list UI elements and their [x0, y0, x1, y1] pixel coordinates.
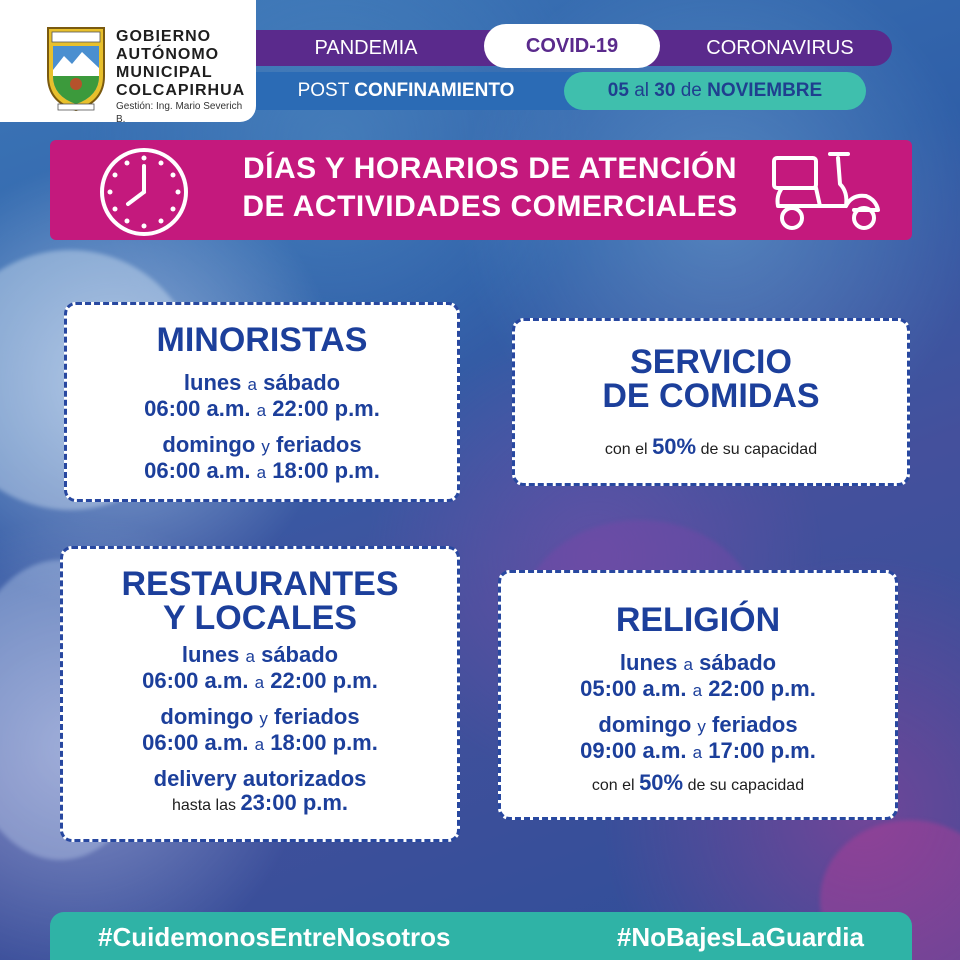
date-connector: al: [634, 80, 649, 101]
card-title-line1: SERVICIO: [630, 343, 792, 381]
connector: a: [247, 375, 257, 394]
card-title-line2: DE COMIDAS: [602, 377, 820, 415]
banner-title-line2: DE ACTIVIDADES COMERCIALES: [242, 190, 738, 223]
municipal-seal-icon: [44, 24, 108, 112]
time-close: 18:00 p.m.: [270, 730, 378, 755]
logo-line-gobierno: GOBIERNO: [116, 28, 212, 45]
schedule-days-weekend: [501, 713, 895, 739]
connector: a: [256, 401, 267, 420]
time-open: 06:00 a.m.: [142, 668, 249, 693]
banner-title-line1: DÍAS Y HORARIOS DE ATENCIÓN: [242, 152, 738, 185]
post-label: POST: [297, 80, 349, 101]
logo-line-municipal: MUNICIPAL: [116, 64, 213, 81]
time-close: 22:00 p.m.: [708, 676, 816, 701]
time-open: 05:00 a.m.: [580, 676, 687, 701]
day-end: sábado: [699, 650, 777, 675]
delivery-until: [63, 791, 457, 818]
date-month: NOVIEMBRE: [707, 80, 823, 101]
schedule-hours-weekdays: [67, 397, 457, 423]
connector: a: [683, 655, 693, 674]
connector: a: [256, 463, 267, 482]
schedule-days-weekdays: [63, 643, 457, 669]
card-minoristas: [64, 302, 460, 502]
capacity-pre: con el: [604, 441, 648, 458]
hashtag-footer: [50, 912, 912, 960]
topic-pandemia: PANDEMIA: [314, 37, 418, 59]
hashtag-nobajeslaguardia: #NoBajesLaGuardia: [616, 922, 864, 952]
logo-line-autonomo: AUTÓNOMO: [116, 46, 220, 63]
capacity-post: de su capacidad: [700, 441, 818, 458]
day-end: sábado: [261, 642, 339, 667]
post-confinamiento-label: [256, 72, 556, 110]
capacity-note: [501, 771, 895, 798]
time-close: 17:00 p.m.: [708, 738, 816, 763]
date-end: 30: [654, 80, 676, 101]
municipal-logo-card: [0, 0, 256, 125]
card-servicio-comidas: [512, 318, 910, 486]
connector: a: [692, 681, 703, 700]
capacity-percent: 50%: [652, 434, 697, 459]
topic-coronavirus: CORONAVIRUS: [706, 37, 854, 59]
delivery-authorized: delivery autorizados: [153, 766, 367, 791]
until-pre: hasta las: [171, 797, 236, 814]
day-end: sábado: [263, 370, 341, 395]
capacity-percent: 50%: [639, 770, 684, 795]
time-close: 22:00 p.m.: [270, 668, 378, 693]
day-start: lunes: [181, 642, 240, 667]
card-title-line1: RESTAURANTES: [121, 565, 399, 603]
card-title: RELIGIÓN: [615, 601, 781, 639]
connector: y: [261, 437, 270, 456]
date-of: de: [680, 80, 702, 101]
time-close: 22:00 p.m.: [272, 396, 380, 421]
delivery-scooter-icon: [768, 144, 886, 236]
logo-line-colcapirhua: COLCAPIRHUA: [116, 82, 246, 99]
capacity-pre: con el: [591, 777, 635, 794]
card-title: MINORISTAS: [156, 321, 368, 359]
day-start: domingo: [160, 704, 254, 729]
time-close: 18:00 p.m.: [272, 458, 380, 483]
time-open: 06:00 a.m.: [144, 396, 251, 421]
hashtag-cuidemonos: #CuidemonosEntreNosotros: [98, 922, 451, 952]
day-start: lunes: [183, 370, 242, 395]
day-end: feriados: [274, 704, 360, 729]
schedule-days-weekdays: [67, 371, 457, 397]
day-start: domingo: [162, 432, 256, 457]
day-end: feriados: [712, 712, 798, 737]
date-start: 05: [607, 80, 629, 101]
time-open: 06:00 a.m.: [144, 458, 251, 483]
connector: y: [697, 717, 706, 736]
schedule-hours-weekdays: [63, 669, 457, 695]
schedule-hours-weekdays: [501, 677, 895, 703]
day-start: domingo: [598, 712, 692, 737]
connector: a: [254, 673, 265, 692]
schedule-hours-weekend: [67, 459, 457, 485]
schedule-days-weekend: [67, 433, 457, 459]
time-open: 06:00 a.m.: [142, 730, 249, 755]
connector: y: [259, 709, 268, 728]
connector: a: [245, 647, 255, 666]
schedule-hours-weekend: [63, 731, 457, 757]
clock-icon: [96, 144, 192, 240]
title-banner: [50, 140, 912, 240]
schedule-hours-weekend: [501, 739, 895, 765]
connector: a: [692, 743, 703, 762]
topic-covid19-pill: COVID-19: [484, 24, 660, 68]
capacity-post: de su capacidad: [687, 777, 805, 794]
schedule-days-weekend: [63, 705, 457, 731]
until-time: 23:00 p.m.: [240, 790, 349, 815]
day-end: feriados: [276, 432, 362, 457]
capacity-note: [515, 435, 907, 462]
card-restaurantes: [60, 546, 460, 842]
logo-management-line: Gestión: Ing. Mario Severich B.: [116, 101, 243, 125]
connector: a: [254, 735, 265, 754]
card-title-line2: Y LOCALES: [163, 599, 357, 637]
day-start: lunes: [619, 650, 678, 675]
date-range-pill: [564, 72, 866, 110]
time-open: 09:00 a.m.: [580, 738, 687, 763]
confinamiento-label: CONFINAMIENTO: [354, 80, 515, 101]
schedule-days-weekdays: [501, 651, 895, 677]
card-religion: [498, 570, 898, 820]
period-band: [256, 72, 866, 110]
